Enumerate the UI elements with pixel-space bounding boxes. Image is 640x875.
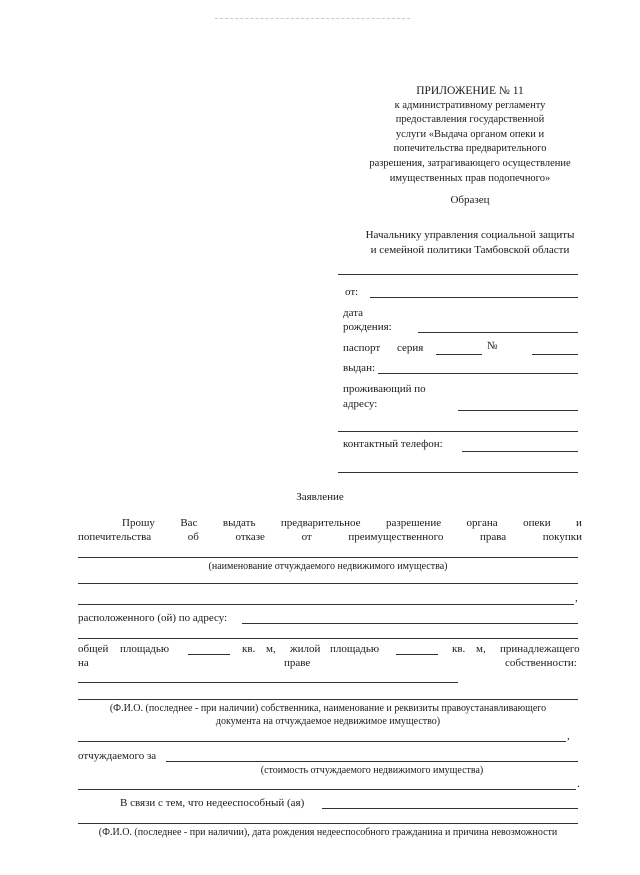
- cost-caption: (стоимость отчуждаемого недвижимого имущества): [260, 765, 484, 776]
- appendix-line: попечительства предварительного: [393, 143, 547, 155]
- phone-field-extra[interactable]: [338, 472, 578, 473]
- series-label: серия: [397, 342, 424, 354]
- appendix-line: предоставления государственной: [395, 114, 545, 126]
- dob-label-2: рождения:: [343, 321, 392, 333]
- owner-caption-2: документа на отчуждаемое недвижимое имущество): [215, 716, 441, 727]
- passport-number-field[interactable]: [532, 354, 578, 355]
- addressee-name-field[interactable]: [338, 274, 578, 275]
- intro-word: попечительства: [78, 531, 152, 543]
- area-word: принадлежащего: [500, 643, 580, 655]
- phone-field[interactable]: [462, 451, 578, 452]
- property-name-field-2[interactable]: [78, 583, 578, 584]
- intro-word: выдать: [222, 517, 256, 529]
- cost-field-2[interactable]: [78, 789, 576, 790]
- scan-artifact-line: [215, 18, 410, 19]
- intro-word: права: [479, 531, 507, 543]
- intro-word: покупки: [542, 531, 582, 543]
- owner-field-3[interactable]: [78, 741, 566, 742]
- issued-label: выдан:: [343, 362, 376, 374]
- period: .: [577, 778, 580, 790]
- property-address-field[interactable]: [242, 623, 578, 624]
- appendix-header: [330, 84, 610, 186]
- cost-field[interactable]: [166, 761, 578, 762]
- intro-word: отказе: [235, 531, 265, 543]
- area-word: общей: [78, 643, 109, 655]
- area-word: площадью: [120, 643, 170, 655]
- addressee: [330, 228, 610, 257]
- owner-caption-1: (Ф.И.О. (последнее - при наличии) собственника, наименование и реквизиты правоустанавливающего: [109, 703, 547, 714]
- number-label: №: [487, 340, 498, 352]
- property-name-field-3[interactable]: [78, 604, 574, 605]
- residence-label-1: проживающий по: [343, 383, 426, 395]
- property-address-field-2[interactable]: [78, 638, 578, 639]
- appendix-line: имущественных прав подопечного»: [389, 172, 551, 184]
- incapable-label: В связи с тем, что недееспособный (ая): [120, 797, 305, 809]
- living-area-field[interactable]: [396, 654, 438, 655]
- comma: ,: [567, 730, 570, 742]
- owner-field[interactable]: [78, 682, 458, 683]
- property-name-caption: (наименование отчуждаемого недвижимого имущества): [208, 561, 448, 572]
- incapable-person-field-2[interactable]: [78, 823, 578, 824]
- appendix-title: ПРИЛОЖЕНИЕ № 11: [416, 85, 524, 97]
- intro-word: и: [576, 517, 582, 529]
- incapable-caption: (Ф.И.О. (последнее - при наличии), дата рождения недееспособного гражданина и причина невозможности: [98, 827, 558, 838]
- intro-word: органа: [466, 517, 498, 529]
- statement-title: Заявление: [296, 491, 344, 503]
- area-word: м,: [266, 643, 276, 655]
- intro-word: предварительное: [280, 517, 361, 529]
- right-label: праве: [284, 657, 311, 669]
- sample-label: Образец: [450, 194, 490, 206]
- appendix-line: к административному регламенту: [394, 99, 546, 111]
- addressee-line-1: Начальнику управления социальной защиты: [365, 229, 575, 241]
- statement-intro-line-2: [78, 531, 582, 543]
- intro-word: об: [187, 531, 199, 543]
- residence-field[interactable]: [458, 410, 578, 411]
- passport-series-field[interactable]: [436, 354, 482, 355]
- cost-label: отчуждаемого за: [78, 750, 157, 762]
- intro-word: разрешение: [385, 517, 442, 529]
- area-word: м,: [476, 643, 486, 655]
- dob-label-1: дата: [343, 307, 364, 319]
- property-name-field[interactable]: [78, 557, 578, 558]
- residence-field-extra[interactable]: [338, 431, 578, 432]
- intro-word: опеки: [523, 517, 551, 529]
- intro-word: Вас: [180, 517, 198, 529]
- residence-label-2: адресу:: [343, 398, 378, 410]
- appendix-line: разрешения, затрагивающего осуществление: [369, 157, 571, 169]
- from-label: от:: [345, 286, 359, 298]
- area-word: кв.: [242, 643, 256, 655]
- area-word: жилой: [290, 643, 321, 655]
- total-area-field[interactable]: [188, 654, 230, 655]
- area-word: кв.: [452, 643, 466, 655]
- na-label: на: [78, 657, 89, 669]
- intro-word: от: [301, 531, 312, 543]
- area-word: площадью: [330, 643, 380, 655]
- ownership-label: собственности:: [505, 657, 577, 669]
- intro-word: Прошу: [122, 517, 155, 529]
- addressee-line-2: и семейной политики Тамбовской области: [370, 243, 570, 256]
- address-label: расположенного (ой) по адресу:: [78, 612, 228, 624]
- comma: ,: [575, 592, 578, 604]
- appendix-line: услуги «Выдача органом опеки и: [395, 128, 545, 140]
- incapable-person-field[interactable]: [322, 808, 578, 809]
- phone-label: контактный телефон:: [343, 438, 443, 450]
- dob-field[interactable]: [418, 332, 578, 333]
- statement-intro-line: [122, 517, 582, 529]
- issued-field[interactable]: [378, 373, 578, 374]
- owner-field-2[interactable]: [78, 699, 578, 700]
- from-field[interactable]: [370, 297, 578, 298]
- intro-word: преимущественного: [348, 531, 444, 543]
- passport-label: паспорт: [343, 342, 381, 354]
